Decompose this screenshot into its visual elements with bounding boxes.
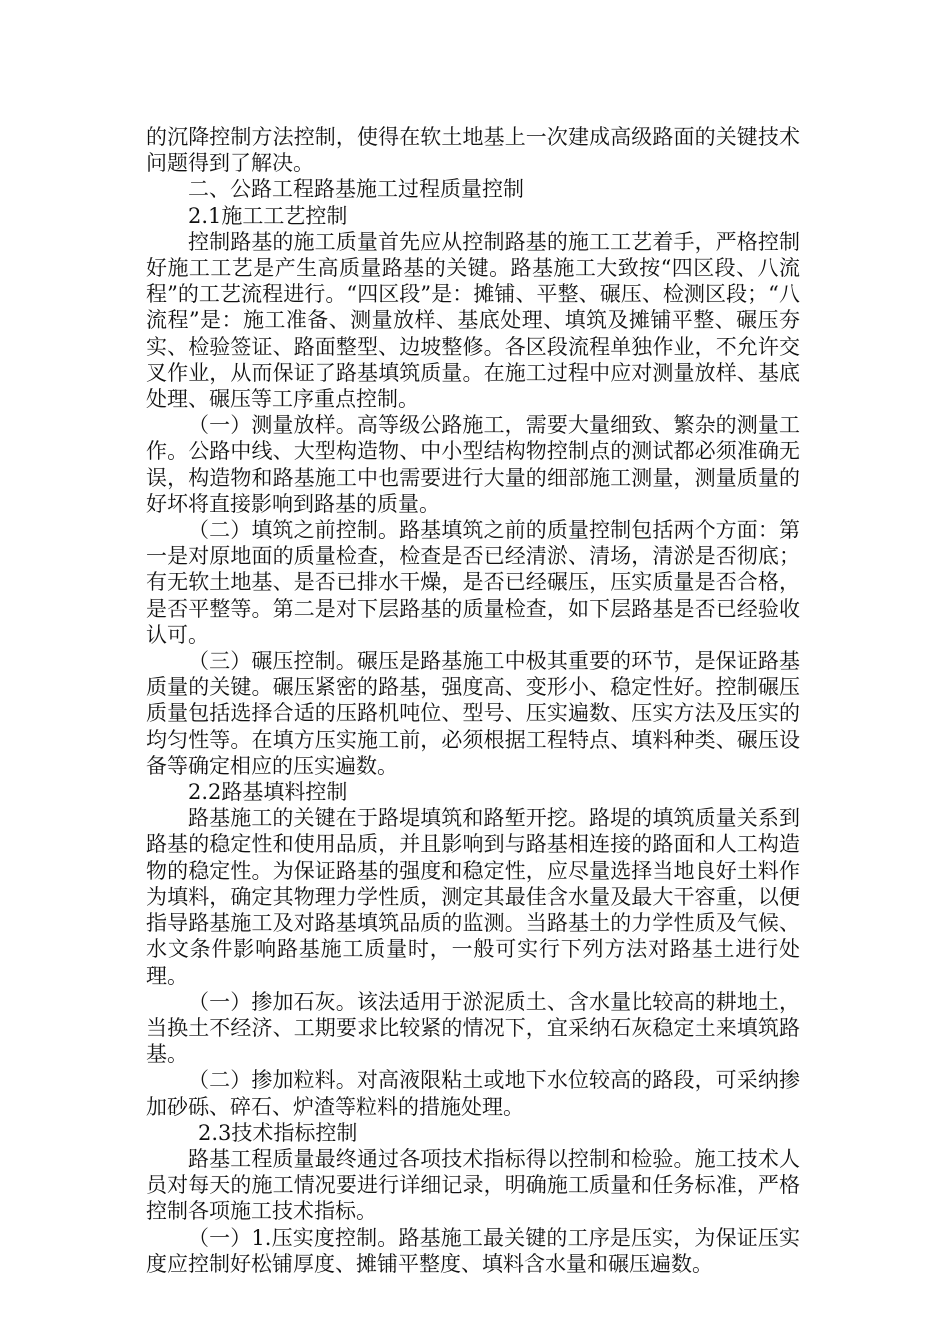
- document-page: [146, 124, 800, 1277]
- paragraph: （二）填筑之前控制。路基填筑之前的质量控制包括两个方面：第一是对原地面的质量检查，检查是否已经清淤、清场，清淤是否彻底；有无软土地基、是否已排水干燥，是否已经碾压，压实质量是否合格，是否平整等。第二是对下层路基的质量检查，如下层路基是否已经验收认可。: [146, 518, 800, 647]
- subsection-heading: 2.3技术指标控制: [198, 1120, 358, 1145]
- paragraph: 路基工程质量最终通过各项技术指标得以控制和检验。施工技术人员对每天的施工情况要进行详细记录，明确施工质量和任务标准，严格控制各项施工技术指标。: [146, 1146, 800, 1224]
- paragraph: （三）碾压控制。碾压是路基施工中极其重要的环节，是保证路基质量的关键。碾压紧密的路基，强度高、变形小、稳定性好。控制碾压质量包括选择合适的压路机吨位、型号、压实遍数、压实方法及压实的均匀性等。在填方压实施工前，必须根据工程特点、填料种类、碾压设备等确定相应的压实遍数。: [146, 649, 800, 778]
- paragraph: （一）掺加石灰。该法适用于淤泥质土、含水量比较高的耕地土，当换土不经济、工期要求比较紧的情况下，宜采纳石灰稳定土来填筑路基。: [146, 989, 800, 1067]
- subsection-heading: 2.1施工工艺控制: [188, 203, 348, 228]
- paragraph: （二）掺加粒料。对高液限粘土或地下水位较高的路段，可采纳掺加砂砾、碎石、炉渣等粒料的措施处理。: [146, 1068, 800, 1119]
- section-heading: 二、公路工程路基施工过程质量控制: [188, 177, 524, 202]
- subsection-heading: 2.2路基填料控制: [188, 780, 348, 805]
- paragraph: 控制路基的施工质量首先应从控制路基的施工工艺着手，严格控制好施工工艺是产生高质量路基的关键。路基施工大致按“四区段、八流程”的工艺流程进行。“四区段”是：摊铺、平整、碾压、检测区段；“八流程”是：施工准备、测量放样、基底处理、填筑及摊铺平整、碾压夯实、检验签证、路面整型、边坡整修。各区段流程单独作业，不允许交叉作业，从而保证了路基填筑质量。在施工过程中应对测量放样、基底处理、碾压等工序重点控制。: [146, 229, 800, 412]
- paragraph-continuation: 的沉降控制方法控制，使得在软土地基上一次建成高级路面的关键技术问题得到了解决。: [146, 125, 800, 176]
- paragraph: （一）测量放样。高等级公路施工，需要大量细致、繁杂的测量工作。公路中线、大型构造物、中小型结构物控制点的测试都必须准确无误，构造物和路基施工中也需要进行大量的细部施工测量，测量质量的好坏将直接影响到路基的质量。: [146, 413, 800, 516]
- paragraph: 路基施工的关键在于路堤填筑和路堑开挖。路堤的填筑质量关系到路基的稳定性和使用品质，并且影响到与路基相连接的路面和人工构造物的稳定性。为保证路基的强度和稳定性，应尽量选择当地良好土料作为填料，确定其物理力学性质，测定其最佳含水量及最大干容重，以便指导路基施工及对路基填筑品质的监测。当路基土的力学性质及气候、水文条件影响路基施工质量时，一般可实行下列方法对路基土进行处理。: [146, 806, 800, 988]
- paragraph: （一）1.压实度控制。路基施工最关键的工序是压实，为保证压实度应控制好松铺厚度、摊铺平整度、填料含水量和碾压遍数。: [146, 1225, 800, 1276]
